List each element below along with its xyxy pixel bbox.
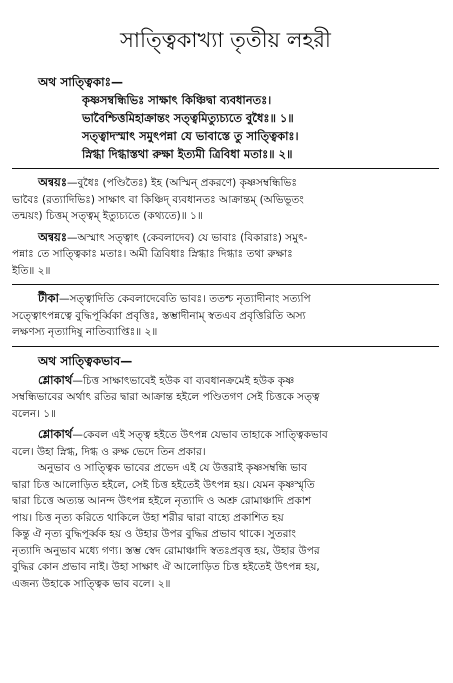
anvaya-block-2 [12,229,439,280]
anvaya-label: অন্বয়ঃ [38,229,67,244]
shlokartha-text: দ্বারা চিত্ত আলোড়িত হইলে, সেই চিত্ত হইতেই উৎপন্ন হয়। যেমন কৃষ্ণস্মৃতি [12,478,315,491]
shlokartha-text: বলে। উহা স্নিগ্ধ, দিগ্ধ ও রুক্ষ ভেদে তিন প্রকার। [12,445,206,458]
anvaya-text: —বুধৈঃ (পণ্ডিতৈঃ) ইহ (অস্মিন্ প্রকরণে) কৃষ্ণসম্বন্ধিভিঃ [66,177,297,189]
shlokartha-text: বলেন। ১॥ [12,407,56,420]
shlokartha-text: কিন্তু ঐ নৃত্য বুদ্ধিপূর্ব্বক হয় ও উহার উপর বুদ্ধির প্রভাব থাকে। সুতরাং [12,528,296,540]
shlokartha-label: শ্লোকার্থ [38,372,73,387]
shlokartha-text: —কেবল এই সত্ত্ব হইতে উৎপন্ন যেভাব তাহাকে সাত্ত্বিকভাব [72,429,328,441]
shlokartha-text: —চিত্ত সাক্ষাৎভাবেই হউক বা ব্যবধানক্রমেই হউক কৃষ্ণ [72,374,295,387]
anvaya-text: পন্নাঃ তে সাত্ত্বিকাঃ মতাঃ। অমী ত্রিবিধাঃ স্নিগ্ধাঃ দিগ্ধাঃ তথা রুক্ষাঃ [12,248,293,260]
verse-line: কৃষ্ণসম্বন্ধিভিঃ সাক্ষাৎ কিঞ্চিদ্বা ব্যবধানতঃ। [82,93,272,107]
verse-block [12,91,439,163]
tika-text: —সত্ত্বাদিতি কেবলাদেবেতি ভাবঃ। ততশ্চ নৃত্যাদীনাং সত্যপি [58,293,311,305]
tika-block [12,290,439,341]
anvaya-text: —অস্মাৎ সত্ত্বাৎ (কেবলাদেব) যে ভাবাঃ (বিকারাঃ) সমুৎ- [66,231,308,244]
shlokartha-text: সম্বন্ধিভাবের অর্থাৎ রতির দ্বারা আক্রান্ত হইলে পণ্ডিতগণ সেই চিত্তকে সত্ত্ব [12,391,320,403]
shlokartha-text: অনুভাব ও সাত্ত্বিক ভাবের প্রভেদ এই যে উত্তরাই কৃষ্ণসম্বন্ধি ভাব [38,462,307,474]
shlokartha-block-2 [12,426,439,592]
separator-rule [12,168,439,169]
shlokartha-text: পায়। চিত্ত নৃত্য করিতে থাকিলে উহা শরীর দ্বারা বাহ্যে প্রকাশিত হয় [12,511,284,524]
shlokartha-text: নৃত্যাদি অনুভাব মধ্যে গণ্য। স্তম্ভ স্বেদ রোমাঞ্চাদি স্বতঃপ্রবৃত্ত হয়, উহার উপর [12,544,320,557]
chapter-title: সাত্ত্বিকাখ্যা তৃতীয় লহরী [120,28,331,52]
tika-label: টীকা [38,291,59,305]
separator-rule [12,346,439,347]
anvaya-label: অন্বয়ঃ [38,175,67,189]
shlokartha-text: বুদ্ধির কোন প্রভাব নাই। উহা সাক্ষাৎ ঐ আলোড়িত চিত্ত হইতেই উৎপন্ন হয়, [12,561,320,573]
separator-rule [12,284,439,285]
anvaya-text: তন্ময়ং) চিত্তম্ সত্ত্বম্ ইত্যুচ্যতে (কথ্যতে)॥ ১॥ [12,210,203,222]
section-heading: অথ সাত্ত্বিকভাব— [38,353,133,368]
anvaya-block-1 [12,174,439,225]
shlokartha-label: শ্লোকার্থ [38,427,73,441]
shlokartha-text: এজন্য উহাকে সাত্ত্বিক ভাব বলে। ২॥ [12,577,171,590]
shlokartha-block-1 [12,372,439,423]
intro-heading: অথ সাত্ত্বিকাঃ— [38,75,123,89]
anvaya-text: ভাবৈঃ (রত্যাদিভিঃ) সাক্ষাৎ বা কিঞ্চিদ্ ব্যবধানতঃ আক্রান্তম্ (অভিভূতং [12,193,304,206]
shlokartha-text: দ্বারা চিত্তে অত্যন্ত আনন্দ উৎপন্ন হইলে নৃত্যাদি ও অশ্রু রোমাঞ্চাদি প্রকাশ [12,495,312,507]
verse-line: স্নিগ্ধা দিগ্ধাস্তথা রুক্ষা ইত্যমী ত্রিবিধা মতাঃ॥ ২॥ [82,147,293,161]
verse-line: ভাবৈশ্চিত্তমিহাক্রান্তং সত্ত্বমিত্যুচ্যতে বুধৈঃ॥ ১॥ [82,111,294,125]
tika-text: লক্ষণস্য নৃত্যাদিষু নাতিব্যাপ্তিঃ॥ ২॥ [12,326,158,338]
anvaya-text: ইতি॥ ২॥ [12,264,51,277]
verse-line: সত্ত্বাদস্মাৎ সমুৎপন্না যে ভাবাস্তে তু সাত্ত্বিকাঃ। [82,129,299,143]
tika-text: সত্ত্বোৎপন্নত্বে বুদ্ধিপূর্ব্বিকা প্রবৃত্তিঃ, স্তম্ভাদীনাম্ স্বতএব প্রবৃত্তিরিতি অস্য [12,309,306,322]
